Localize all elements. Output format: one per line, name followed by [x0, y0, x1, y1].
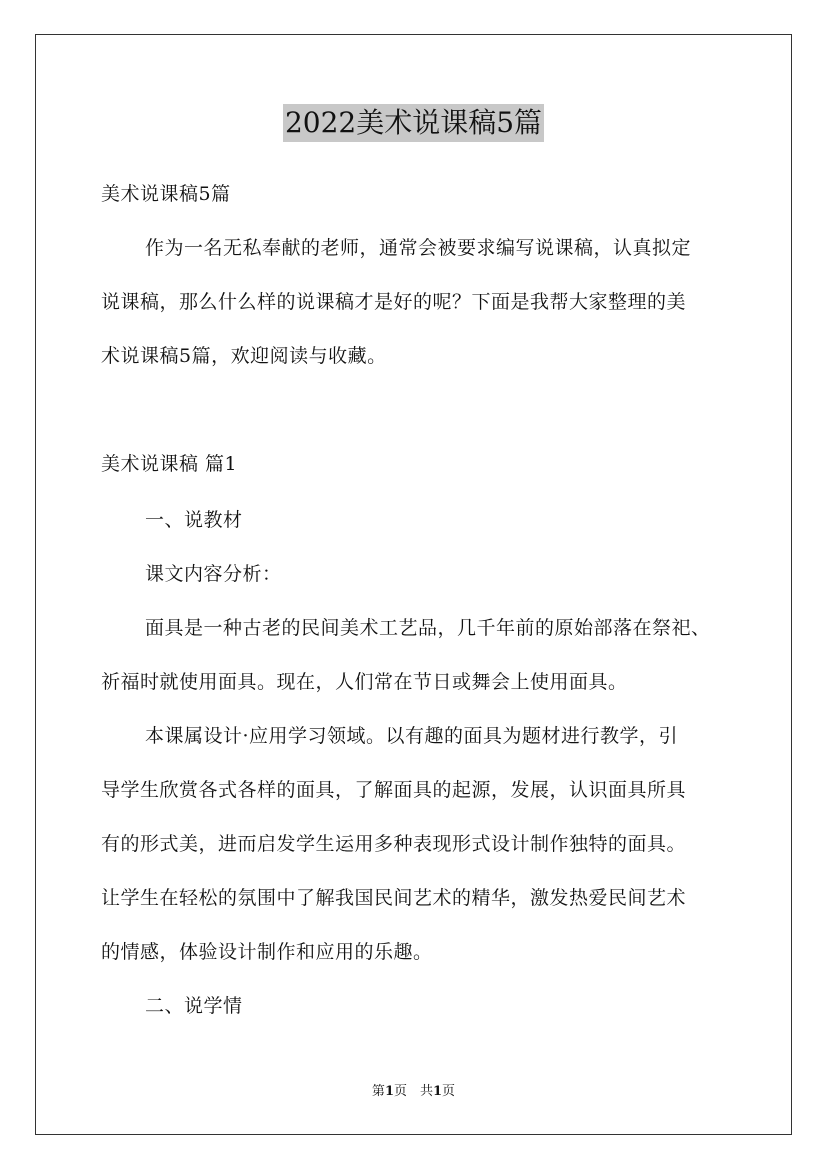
intro-line: 说课稿，那么什么样的说课稿才是好的呢？下面是我帮大家整理的美 [101, 291, 687, 313]
paragraph-line: 本课属设计·应用学习领域。以有趣的面具为题材进行教学，引 [145, 725, 679, 747]
section-item-heading: 一、说教材 [145, 509, 243, 531]
section-subheading: 课文内容分析： [145, 563, 282, 585]
intro-line: 术说课稿5篇，欢迎阅读与收藏。 [101, 345, 387, 367]
page-footer [0, 1084, 827, 1100]
footer-page-prefix: 第 [371, 1084, 385, 1099]
paragraph-line: 的情感，体验设计制作和应用的乐趣。 [101, 941, 433, 963]
document-title: 2022美术说课稿5篇 [283, 104, 544, 142]
footer-page-number: 1 [384, 1084, 394, 1099]
title-container [0, 104, 827, 142]
paragraph-line: 面具是一种古老的民间美术工艺品，几千年前的原始部落在祭祀、 [145, 617, 711, 639]
section-item-heading: 二、说学情 [145, 995, 243, 1017]
intro-line: 作为一名无私奉献的老师，通常会被要求编写说课稿，认真拟定 [145, 237, 692, 259]
paragraph-line: 导学生欣赏各式各样的面具，了解面具的起源，发展，认识面具所具 [101, 779, 687, 801]
document-subtitle: 美术说课稿5篇 [101, 183, 231, 205]
footer-page-mid: 页 共 [393, 1084, 433, 1099]
paragraph-line: 让学生在轻松的氛围中了解我国民间艺术的精华，激发热爱民间艺术 [101, 887, 687, 909]
footer-page-total: 1 [433, 1084, 443, 1099]
footer-page-suffix: 页 [442, 1084, 456, 1099]
section-heading: 美术说课稿 篇1 [101, 453, 238, 475]
paragraph-line: 有的形式美，进而启发学生运用多种表现形式设计制作独特的面具。 [101, 833, 687, 855]
paragraph-line: 祈福时就使用面具。现在，人们常在节日或舞会上使用面具。 [101, 671, 628, 693]
